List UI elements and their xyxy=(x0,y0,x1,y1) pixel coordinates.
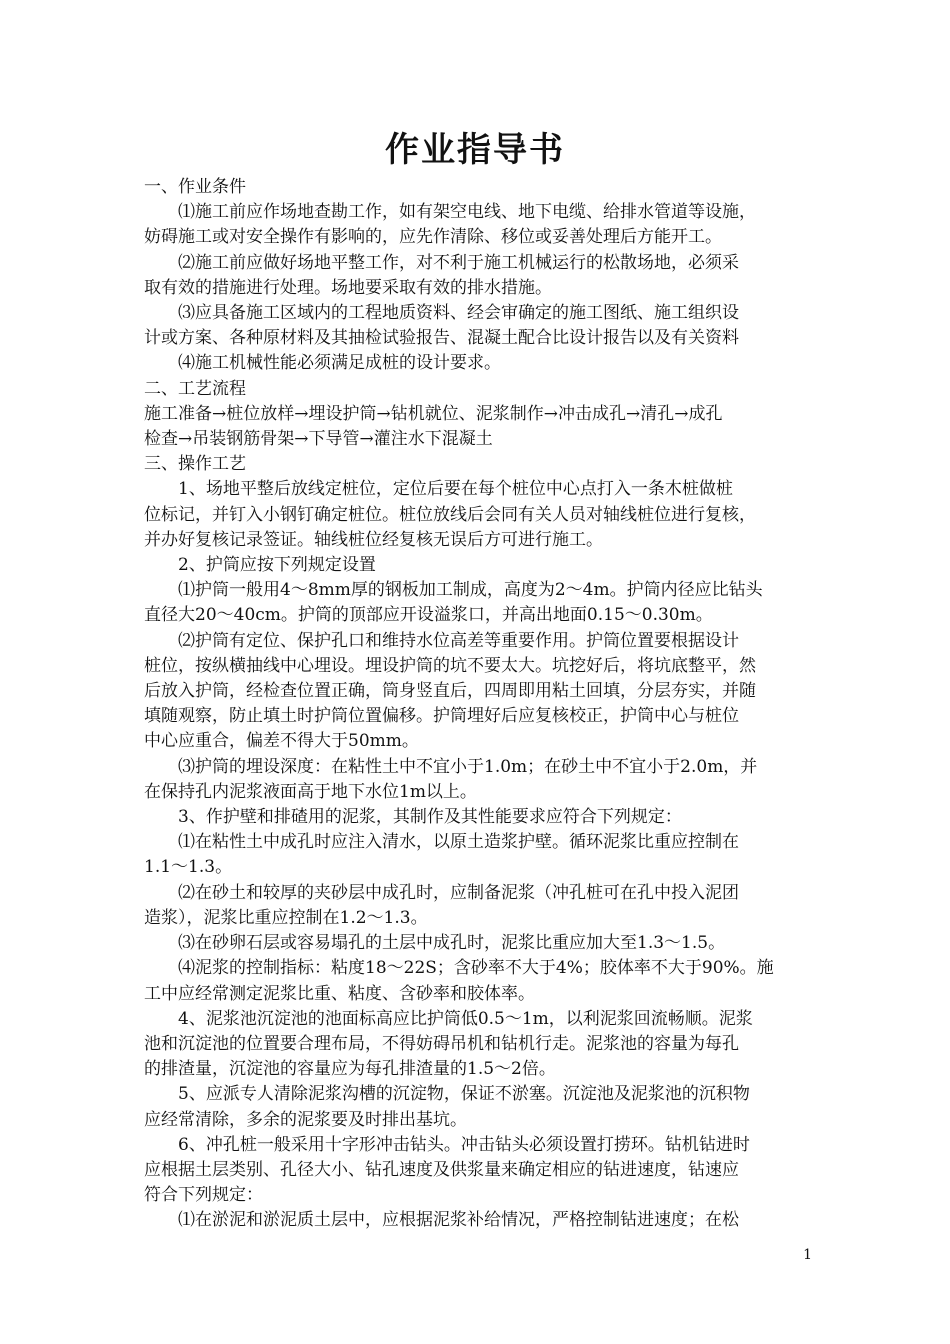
text-line: 工中应经常测定泥浆比重、粘度、含砂率和胶体率。 xyxy=(144,983,535,1004)
text-line: 造浆），泥浆比重应控制在1.2～1.3。 xyxy=(144,907,428,928)
text-line: 妨碍施工或对安全操作有影响的，应先作清除、移位或妥善处理后方能开工。 xyxy=(144,227,722,248)
text-line: ⑶在砂卵石层或容易塌孔的土层中成孔时，泥浆比重应加大至1.3～1.5。 xyxy=(178,933,726,954)
text-line: 3、作护壁和排碴用的泥浆，其制作及其性能要求应符合下列规定： xyxy=(178,807,682,828)
document-title: 作业指导书 xyxy=(385,130,565,170)
text-line: 桩位，按纵横抽线中心埋设。埋设护筒的坑不要太大。坑挖好后，将坑底整平，然 xyxy=(144,655,756,676)
text-line: 中心应重合，偏差不得大于50mm。 xyxy=(144,731,419,752)
text-line: ⑴在粘性土中成孔时应注入清水，以原土造浆护壁。循环泥浆比重应控制在 xyxy=(178,832,739,853)
text-line: 1.1～1.3。 xyxy=(144,857,233,878)
text-line: 1、场地平整后放线定桩位，定位后要在每个桩位中心点打入一条木桩做桩 xyxy=(178,479,733,500)
text-line: ⑵护筒有定位、保护孔口和维持水位高差等重要作用。护筒位置要根据设计 xyxy=(178,630,739,651)
text-line: ⑴施工前应作场地查勘工作，如有架空电线、地下电缆、给排水管道等设施， xyxy=(178,202,756,223)
text-line: 在保持孔内泥浆液面高于地下水位1m以上。 xyxy=(144,781,477,802)
text-line: 施工准备→桩位放样→埋设护筒→钻机就位、泥浆制作→冲击成孔→清孔→成孔 xyxy=(144,403,723,424)
text-line: 4、泥浆池沉淀池的池面标高应比护筒低0.5～1m，以利泥浆回流畅顺。泥浆 xyxy=(178,1008,753,1029)
text-line: 5、应派专人清除泥浆沟槽的沉淀物，保证不淤塞。沉淀池及泥浆池的沉积物 xyxy=(178,1084,750,1105)
text-line: 符合下列规定： xyxy=(144,1185,263,1206)
text-line: ⑵在砂土和较厚的夹砂层中成孔时，应制备泥浆（冲孔桩可在孔中投入泥团 xyxy=(178,882,739,903)
text-line: 后放入护筒，经检查位置正确，筒身竖直后，四周即用粘土回填，分层夯实，并随 xyxy=(144,681,756,702)
text-line: ⑶应具备施工区域内的工程地质资料、经会审确定的施工图纸、施工组织设 xyxy=(178,303,739,324)
text-line: 直径大20～40cm。护筒的顶部应开设溢浆口，并高出地面0.15～0.30m。 xyxy=(144,605,713,626)
text-line: ⑷泥浆的控制指标：粘度18～22S；含砂率不大于4%；胶体率不大于90%。施 xyxy=(178,958,774,979)
text-line: ⑴护筒一般用4～8mm厚的钢板加工制成，高度为2～4m。护筒内径应比钻头 xyxy=(178,580,763,601)
text-line: 一、作业条件 xyxy=(144,177,246,197)
text-line: 计或方案、各种原材料及其抽检试验报告、混凝土配合比设计报告以及有关资料 xyxy=(144,328,739,349)
text-line: 填随观察，防止填土时护筒位置偏移。护筒埋好后应复核校正，护筒中心与桩位 xyxy=(144,706,739,727)
text-line: ⑵施工前应做好场地平整工作，对不利于施工机械运行的松散场地，必须采 xyxy=(178,252,739,273)
text-line: 6、冲孔桩一般采用十字形冲击钻头。冲击钻头必须设置打捞环。钻机钻进时 xyxy=(178,1134,750,1155)
text-line: ⑶护筒的埋设深度：在粘性土中不宜小于1.0m；在砂土中不宜小于2.0m，并 xyxy=(178,756,758,777)
text-line: 位标记，并钉入小钢钉确定桩位。桩位放线后会同有关人员对轴线桩位进行复核， xyxy=(144,504,756,525)
page-number: 1 xyxy=(803,1247,812,1263)
text-line: 二、工艺流程 xyxy=(144,378,246,399)
text-line: 三、操作工艺 xyxy=(144,454,246,475)
text-line: 应根据土层类别、孔径大小、钻孔速度及供浆量来确定相应的钻进速度，钻速应 xyxy=(144,1159,739,1180)
text-line: 取有效的措施进行处理。场地要采取有效的排水措施。 xyxy=(144,277,552,298)
document-body xyxy=(144,175,812,1234)
text-line: 应经常清除，多余的泥浆要及时排出基坑。 xyxy=(144,1109,467,1130)
text-line: ⑴在淤泥和淤泥质土层中，应根据泥浆补给情况，严格控制钻进速度；在松 xyxy=(178,1210,739,1231)
text-line: 2、护筒应按下列规定设置 xyxy=(178,555,376,576)
text-line: ⑷施工机械性能必须满足成桩的设计要求。 xyxy=(178,353,501,374)
text-line: 检查→吊装钢筋骨架→下导管→灌注水下混凝土 xyxy=(144,429,493,450)
text-line: 池和沉淀池的位置要合理布局，不得妨碍吊机和钻机行走。泥浆池的容量为每孔 xyxy=(144,1033,739,1054)
text-line: 的排渣量，沉淀池的容量应为每孔排渣量的1.5～2倍。 xyxy=(144,1059,556,1080)
text-line: 并办好复核记录签证。轴线桩位经复核无误后方可进行施工。 xyxy=(144,529,603,550)
